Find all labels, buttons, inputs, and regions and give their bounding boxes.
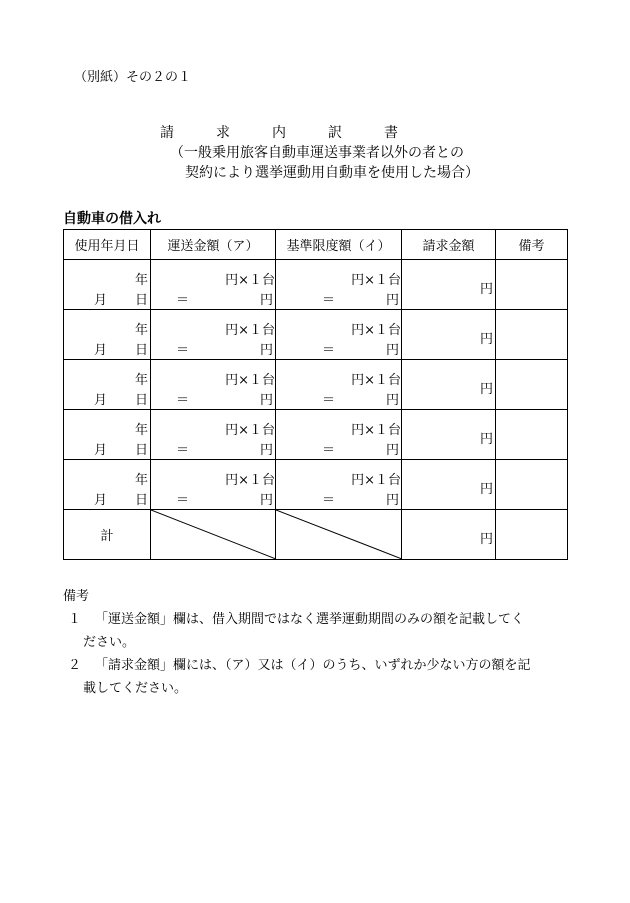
notes-heading: 備考 <box>63 589 90 604</box>
year-label: 年 <box>134 473 148 488</box>
note-2-line-2: 載してください。 <box>83 681 188 696</box>
total-label-cell <box>64 510 151 560</box>
claim-amount-cell <box>402 310 496 360</box>
month-label: 月 <box>94 443 108 458</box>
per-car-label: 円×１台 <box>225 473 275 488</box>
yen-label: 円 <box>479 432 493 447</box>
page-title: 請 求 内 訳 書 <box>160 125 398 141</box>
transport-amount-cell <box>151 460 276 510</box>
subtitle-line-2: 契約により選挙運動用自動車を使用した場合） <box>185 165 479 181</box>
per-car-label: 円×１台 <box>225 273 275 288</box>
yen-label: 円 <box>385 443 399 458</box>
date-cell <box>64 310 151 360</box>
month-label: 月 <box>94 343 108 358</box>
transport-amount-cell <box>151 260 276 310</box>
yen-label: 円 <box>479 482 493 497</box>
yen-label: 円 <box>479 382 493 397</box>
claim-amount-cell <box>402 410 496 460</box>
header-claim-amount: 請求金額 <box>402 230 496 260</box>
date-cell <box>64 260 151 310</box>
transport-amount-cell <box>151 410 276 460</box>
note-1-line-1: 「運送金額」欄は、借入期間ではなく選挙運動期間のみの額を記載してく <box>95 612 525 627</box>
remarks-cell <box>496 260 568 310</box>
equals-sign: ＝ <box>322 343 336 358</box>
table-row <box>64 360 568 410</box>
note-2-line-1: 「請求金額」欄には、（ア）又は（イ）のうち、いずれか少ない方の額を記 <box>95 658 531 673</box>
total-claim-cell <box>402 510 496 560</box>
date-cell <box>64 410 151 460</box>
note-2-number: ２ <box>68 658 82 673</box>
equals-sign: ＝ <box>176 443 190 458</box>
yen-label: 円 <box>259 443 273 458</box>
year-label: 年 <box>134 273 148 288</box>
per-car-label: 円×１台 <box>351 473 401 488</box>
subtitle-line-1: （一般乗用旅客自動車運送事業者以外の者との <box>170 145 464 161</box>
header-remarks: 備考 <box>496 230 568 260</box>
standard-limit-cell <box>276 260 402 310</box>
header-standard-limit: 基準限度額（イ） <box>276 230 402 260</box>
table-header-row <box>64 230 568 260</box>
yen-label: 円 <box>479 282 493 297</box>
year-label: 年 <box>134 373 148 388</box>
remarks-cell <box>496 460 568 510</box>
per-car-label: 円×１台 <box>225 423 275 438</box>
yen-label: 円 <box>259 493 273 508</box>
total-label: 計 <box>100 529 114 544</box>
claim-amount-cell <box>402 260 496 310</box>
note-1-number: １ <box>68 612 82 627</box>
per-car-label: 円×１台 <box>225 323 275 338</box>
standard-limit-cell <box>276 310 402 360</box>
equals-sign: ＝ <box>322 443 336 458</box>
note-1-line-2: ださい。 <box>83 635 136 650</box>
blank-cell-transport <box>151 510 276 560</box>
yen-label: 円 <box>259 293 273 308</box>
claim-amount-cell <box>402 360 496 410</box>
day-label: 日 <box>134 293 148 308</box>
per-car-label: 円×１台 <box>351 373 401 388</box>
attachment-label: （別紙）その２の１ <box>74 70 192 85</box>
month-label: 月 <box>94 493 108 508</box>
day-label: 日 <box>134 443 148 458</box>
blank-cell-standard <box>276 510 402 560</box>
transport-amount-cell <box>151 360 276 410</box>
standard-limit-cell <box>276 410 402 460</box>
date-cell <box>64 460 151 510</box>
day-label: 日 <box>134 343 148 358</box>
equals-sign: ＝ <box>176 493 190 508</box>
transport-amount-cell <box>151 310 276 360</box>
yen-label: 円 <box>385 493 399 508</box>
month-label: 月 <box>94 393 108 408</box>
equals-sign: ＝ <box>176 393 190 408</box>
standard-limit-cell <box>276 460 402 510</box>
year-label: 年 <box>134 323 148 338</box>
section-title: 自動車の借入れ <box>63 211 161 227</box>
yen-label: 円 <box>259 393 273 408</box>
month-label: 月 <box>94 293 108 308</box>
remarks-cell <box>496 310 568 360</box>
remarks-cell <box>496 360 568 410</box>
remarks-cell <box>496 410 568 460</box>
day-label: 日 <box>134 393 148 408</box>
table-row <box>64 310 568 360</box>
diagonal-line <box>276 510 402 559</box>
equals-sign: ＝ <box>176 343 190 358</box>
header-date: 使用年月日 <box>64 230 151 260</box>
per-car-label: 円×１台 <box>351 323 401 338</box>
equals-sign: ＝ <box>176 293 190 308</box>
per-car-label: 円×１台 <box>225 373 275 388</box>
table-row <box>64 410 568 460</box>
total-row <box>64 510 568 560</box>
yen-label: 円 <box>385 293 399 308</box>
day-label: 日 <box>134 493 148 508</box>
yen-label: 円 <box>479 532 493 547</box>
equals-sign: ＝ <box>322 293 336 308</box>
equals-sign: ＝ <box>322 493 336 508</box>
date-cell <box>64 360 151 410</box>
claim-table <box>63 229 568 560</box>
table-row <box>64 460 568 510</box>
diagonal-line <box>151 510 276 559</box>
year-label: 年 <box>134 423 148 438</box>
yen-label: 円 <box>479 332 493 347</box>
total-remarks-cell <box>496 510 568 560</box>
yen-label: 円 <box>385 393 399 408</box>
per-car-label: 円×１台 <box>351 273 401 288</box>
equals-sign: ＝ <box>322 393 336 408</box>
claim-amount-cell <box>402 460 496 510</box>
per-car-label: 円×１台 <box>351 423 401 438</box>
yen-label: 円 <box>385 343 399 358</box>
yen-label: 円 <box>259 343 273 358</box>
table-row <box>64 260 568 310</box>
header-transport-amount: 運送金額（ア） <box>151 230 276 260</box>
standard-limit-cell <box>276 360 402 410</box>
